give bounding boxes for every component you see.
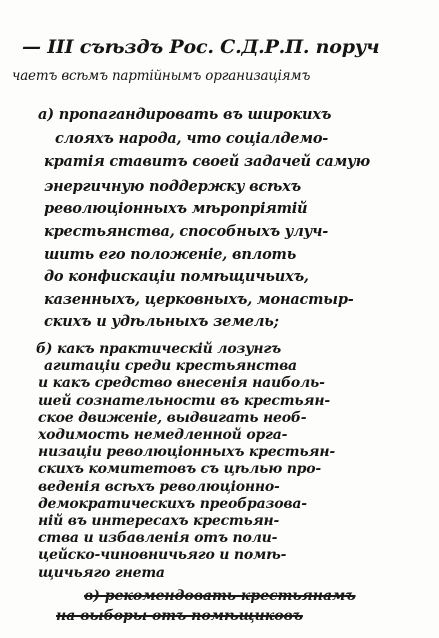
paragraph-b-line: веденія всѣхъ революціонно-	[38, 478, 280, 495]
paragraph-b-line: ства и избавленія отъ поли-	[38, 530, 278, 547]
paragraph-a-line: энергичную поддержку всѣхъ	[44, 178, 301, 195]
paragraph-a-line: шить его положеніе, вплоть	[44, 246, 297, 263]
paragraph-b-line: низаціи революціонныхъ крестьян-	[38, 444, 335, 461]
paragraph-b-line: цейско-чиновничьяго и помѣ-	[38, 547, 287, 564]
paragraph-b-line: шей сознательности въ крестьян-	[38, 392, 330, 409]
struck-line: на выборы отъ помѣщиковъ	[56, 608, 303, 624]
paragraph-b-line: демократическихъ преобразова-	[38, 495, 307, 512]
paragraph-a-line: скихъ и удѣльныхъ земель;	[44, 313, 279, 330]
paragraph-b-line: ходимость немедленной орга-	[38, 427, 288, 443]
paragraph-a-line: до конфискаціи помѣщичьихъ,	[44, 268, 309, 285]
paragraph-a-line: а) пропагандировать въ широкихъ	[38, 106, 332, 123]
paragraph-b-line: и какъ средство внесенія наиболь-	[38, 375, 325, 392]
document-title: — III съѣздъ Рос. С.Д.Р.П. поруч	[22, 36, 380, 58]
paragraph-b-line: б) какъ практическій лозунгъ	[36, 341, 282, 357]
paragraph-b-line: ское движеніе, выдвигать необ-	[38, 409, 307, 426]
paragraph-b-line: ній въ интересахъ крестьян-	[38, 513, 280, 529]
paragraph-b-line: скихъ комитетовъ съ цѣлью про-	[38, 461, 322, 478]
paragraph-a-line: крестьянства, способныхъ улуч-	[44, 223, 329, 240]
paragraph-a-line: кратія ставитъ своей задачей самую	[44, 153, 370, 170]
paragraph-a-line: казенныхъ, церковныхъ, монастыр-	[44, 291, 354, 308]
paragraph-a-line: слояхъ народа, что соціалдемо-	[55, 130, 329, 147]
paragraph-a-line: революціонныхъ мѣропріятій	[44, 200, 308, 217]
struck-line: в) рекомендовать крестьянамъ	[84, 588, 356, 604]
document-subtitle: чаетъ всѣмъ партійнымъ организаціямъ	[12, 68, 311, 84]
paragraph-b-line: агитаціи среди крестьянства	[44, 358, 297, 375]
paragraph-b-line: щичьяго гнета	[38, 564, 165, 581]
